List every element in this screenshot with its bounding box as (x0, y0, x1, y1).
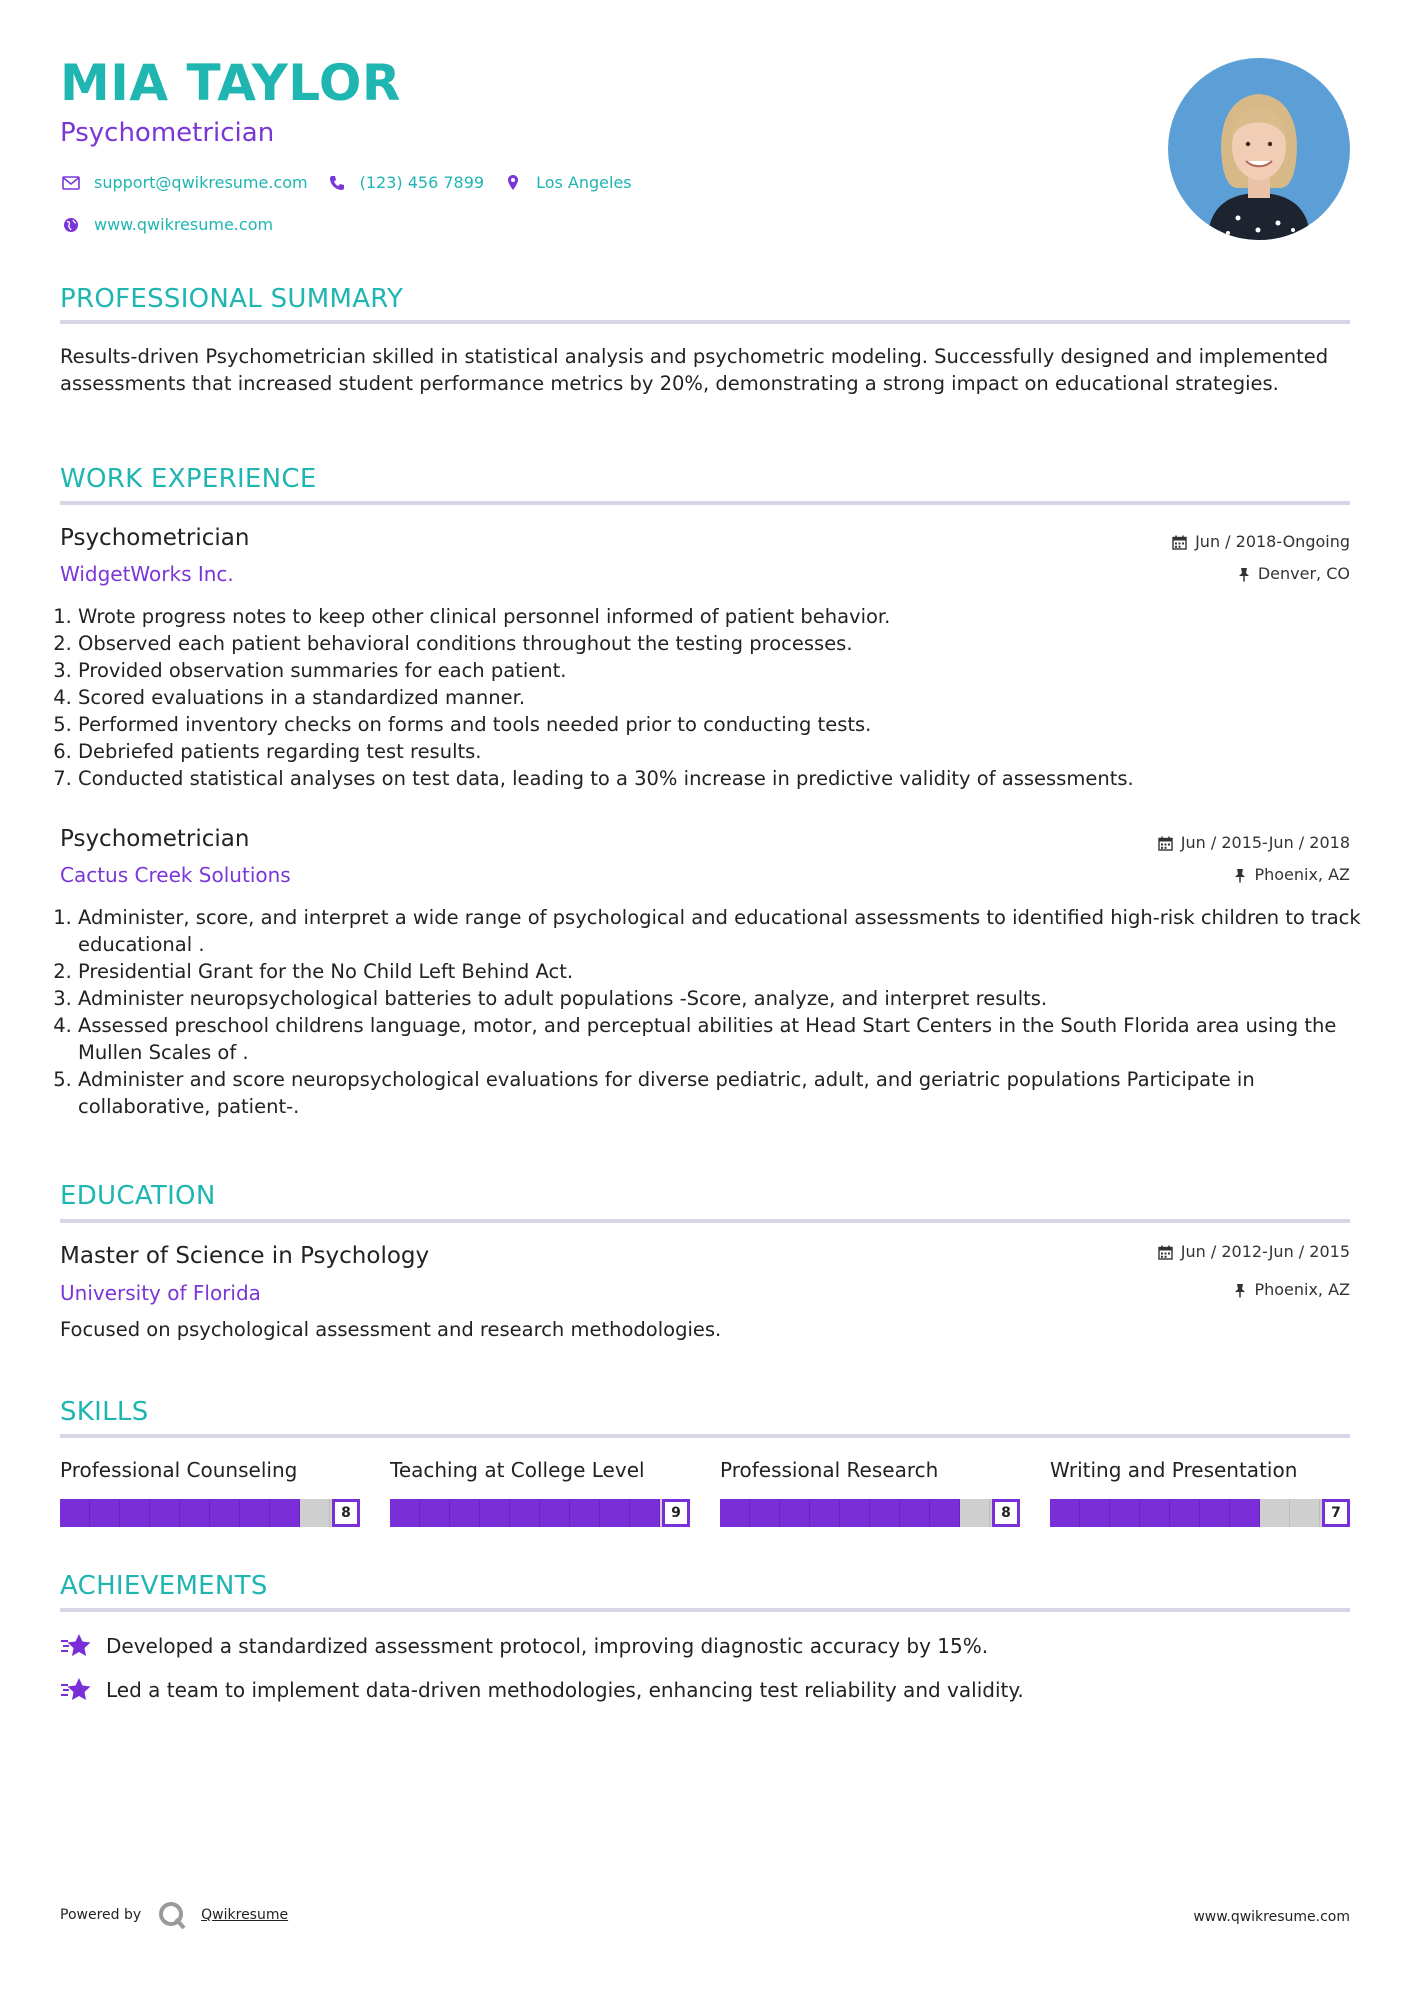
list-item: 2. Observed each patient behavioral conditions throughout the testing processes. (78, 630, 1368, 657)
list-item: 1. Administer, score, and interpret a wide range of psychological and educational assessments to identified high-risk children to track educational . (78, 904, 1368, 958)
achievement-text: Led a team to implement data-driven methodologies, enhancing test reliability and validity. (106, 1678, 1024, 1702)
skill-segment-filled (570, 1499, 600, 1527)
experience-heading: WORK EXPERIENCE (60, 464, 317, 494)
calendar-icon (1158, 1245, 1173, 1260)
skill-bar (390, 1499, 690, 1527)
skill-segment-filled (90, 1499, 120, 1527)
skill-segment-filled (1140, 1499, 1170, 1527)
skill-item (60, 1458, 360, 1521)
achievement-item (60, 1674, 1024, 1706)
skill-segment-filled (720, 1499, 750, 1527)
experience-divider (60, 501, 1350, 505)
summary-heading: PROFESSIONAL SUMMARY (60, 284, 404, 314)
list-item: 5. Performed inventory checks on forms and tools needed prior to conducting tests. (78, 711, 1368, 738)
job-company: WidgetWorks Inc. (60, 562, 234, 586)
achievements-heading: ACHIEVEMENTS (60, 1571, 268, 1601)
skill-bar (1050, 1499, 1350, 1527)
skill-segment-filled (750, 1499, 780, 1527)
skill-segment-filled (840, 1499, 870, 1527)
resume-page (60, 0, 1361, 1990)
candidate-title: Psychometrician (60, 118, 275, 148)
achievements-divider (60, 1608, 1350, 1612)
skill-bar (720, 1499, 1020, 1527)
list-item: 6. Debriefed patients regarding test results. (78, 738, 1368, 765)
skill-level-badge: 8 (332, 1499, 360, 1527)
school-name: University of Florida (60, 1281, 261, 1305)
contact-email[interactable] (60, 173, 308, 192)
qwikresume-logo-icon (157, 1900, 187, 1930)
calendar-icon (1158, 836, 1173, 851)
skill-segment-filled (420, 1499, 450, 1527)
globe-icon (60, 216, 82, 234)
contact-location (502, 173, 632, 192)
skill-segment-filled (1050, 1499, 1080, 1527)
star-icon (60, 1630, 92, 1662)
list-item: 3. Provided observation summaries for each patient. (78, 657, 1368, 684)
education-divider (60, 1219, 1350, 1223)
job-dates (1172, 534, 1350, 550)
footer-powered-by (60, 1900, 288, 1930)
job-bullets (60, 603, 1368, 792)
pushpin-icon (1234, 1283, 1246, 1298)
phone-text: (123) 456 7899 (359, 173, 485, 192)
job-dates-text: Jun / 2015-Jun / 2018 (1180, 833, 1350, 852)
skill-name: Professional Research (720, 1458, 939, 1482)
skill-segment-filled (1200, 1499, 1230, 1527)
skill-segment-filled (810, 1499, 840, 1527)
skill-bar (60, 1499, 360, 1527)
skill-segment-filled (540, 1499, 570, 1527)
phone-icon (326, 174, 348, 192)
skill-level-badge: 8 (992, 1499, 1020, 1527)
education-heading: EDUCATION (60, 1181, 216, 1211)
skill-segment-filled (210, 1499, 240, 1527)
skill-level-badge: 7 (1322, 1499, 1350, 1527)
list-item: 3. Administer neuropsychological batteries to adult populations -Score, analyze, and interpret results. (78, 985, 1368, 1012)
summary-divider (60, 320, 1350, 324)
skill-name: Professional Counseling (60, 1458, 298, 1482)
achievement-text: Developed a standardized assessment protocol, improving diagnostic accuracy by 15%. (106, 1634, 989, 1658)
skills-divider (60, 1434, 1350, 1438)
list-item: 5. Administer and score neuropsychological evaluations for diverse pediatric, adult, and geriatric populations Participate in collaborative, patient-. (78, 1066, 1368, 1120)
list-item: 7. Conducted statistical analyses on test data, leading to a 30% increase in predictive validity of assessments. (78, 765, 1368, 792)
skills-heading: SKILLS (60, 1397, 149, 1427)
education-dates-text: Jun / 2012-Jun / 2015 (1180, 1242, 1350, 1261)
skill-segment-filled (1080, 1499, 1110, 1527)
skill-segment-empty (1290, 1499, 1320, 1527)
contact-row-secondary (60, 215, 291, 234)
skill-segment-filled (270, 1499, 300, 1527)
star-icon (60, 1674, 92, 1706)
skill-item (390, 1458, 690, 1521)
skill-level-badge: 9 (662, 1499, 690, 1527)
education-location (1234, 1282, 1350, 1298)
powered-by-label: Powered by (60, 1907, 142, 1923)
calendar-icon (1172, 535, 1187, 550)
job-title: Psychometrician (60, 826, 250, 852)
skill-segment-filled (180, 1499, 210, 1527)
list-item: 1. Wrote progress notes to keep other clinical personnel informed of patient behavior. (78, 603, 1368, 630)
skill-segment-filled (480, 1499, 510, 1527)
contact-website[interactable] (60, 215, 273, 234)
list-item: 4. Scored evaluations in a standardized manner. (78, 684, 1368, 711)
skill-segment-empty (960, 1499, 990, 1527)
skill-name: Teaching at College Level (390, 1458, 645, 1482)
achievement-item (60, 1630, 988, 1662)
email-text: support@qwikresume.com (94, 173, 308, 192)
job-dates (1158, 835, 1350, 851)
degree-title: Master of Science in Psychology (60, 1243, 430, 1269)
skill-segment-filled (600, 1499, 630, 1527)
skill-segment-filled (870, 1499, 900, 1527)
map-pin-icon (502, 174, 524, 192)
skill-segment-filled (510, 1499, 540, 1527)
skill-segment-filled (1170, 1499, 1200, 1527)
list-item: 2. Presidential Grant for the No Child Left Behind Act. (78, 958, 1368, 985)
job-title: Psychometrician (60, 525, 250, 551)
skill-segment-filled (240, 1499, 270, 1527)
education-location-text: Phoenix, AZ (1254, 1280, 1350, 1299)
candidate-name: MIA TAYLOR (60, 54, 401, 112)
skill-segment-filled (150, 1499, 180, 1527)
skill-segment-filled (390, 1499, 420, 1527)
skill-segment-filled (120, 1499, 150, 1527)
footer-url[interactable]: www.qwikresume.com (1193, 1909, 1350, 1925)
job-location (1238, 566, 1350, 582)
website-text: www.qwikresume.com (94, 215, 274, 234)
qwikresume-link[interactable]: Qwikresume (201, 1907, 289, 1923)
skill-name: Writing and Presentation (1050, 1458, 1298, 1482)
education-dates (1158, 1244, 1350, 1260)
skill-segment-empty (300, 1499, 330, 1527)
job-company: Cactus Creek Solutions (60, 863, 291, 887)
list-item: 4. Assessed preschool childrens language, motor, and perceptual abilities at Head Start Centers in the South Florida area using the Mullen Scales of . (78, 1012, 1368, 1066)
summary-text: Results-driven Psychometrician skilled in statistical analysis and psychometric modeling. Successfully designed and implemented assessments that increased student performance metrics by 20%, demonstrating a strong impact on educational strategies. (60, 345, 1329, 395)
contact-row-primary (60, 173, 650, 192)
skill-item (720, 1458, 1020, 1521)
skill-segment-filled (630, 1499, 660, 1527)
mail-icon (60, 174, 82, 192)
skill-segment-filled (1230, 1499, 1260, 1527)
education-description: Focused on psychological assessment and research methodologies. (60, 1318, 722, 1341)
skill-segment-filled (1110, 1499, 1140, 1527)
profile-photo (1168, 58, 1350, 240)
pushpin-icon (1238, 567, 1250, 582)
job-location (1234, 867, 1350, 883)
location-text: Los Angeles (536, 173, 632, 192)
skill-segment-filled (60, 1499, 90, 1527)
skill-segment-filled (900, 1499, 930, 1527)
contact-phone[interactable] (326, 173, 484, 192)
skill-item (1050, 1458, 1350, 1521)
job-location-text: Denver, CO (1257, 564, 1350, 583)
skill-segment-empty (1260, 1499, 1290, 1527)
job-dates-text: Jun / 2018-Ongoing (1195, 532, 1350, 551)
job-bullets (60, 904, 1368, 1120)
skill-segment-filled (780, 1499, 810, 1527)
job-location-text: Phoenix, AZ (1254, 865, 1350, 884)
pushpin-icon (1234, 868, 1246, 883)
skill-segment-filled (930, 1499, 960, 1527)
skill-segment-filled (450, 1499, 480, 1527)
